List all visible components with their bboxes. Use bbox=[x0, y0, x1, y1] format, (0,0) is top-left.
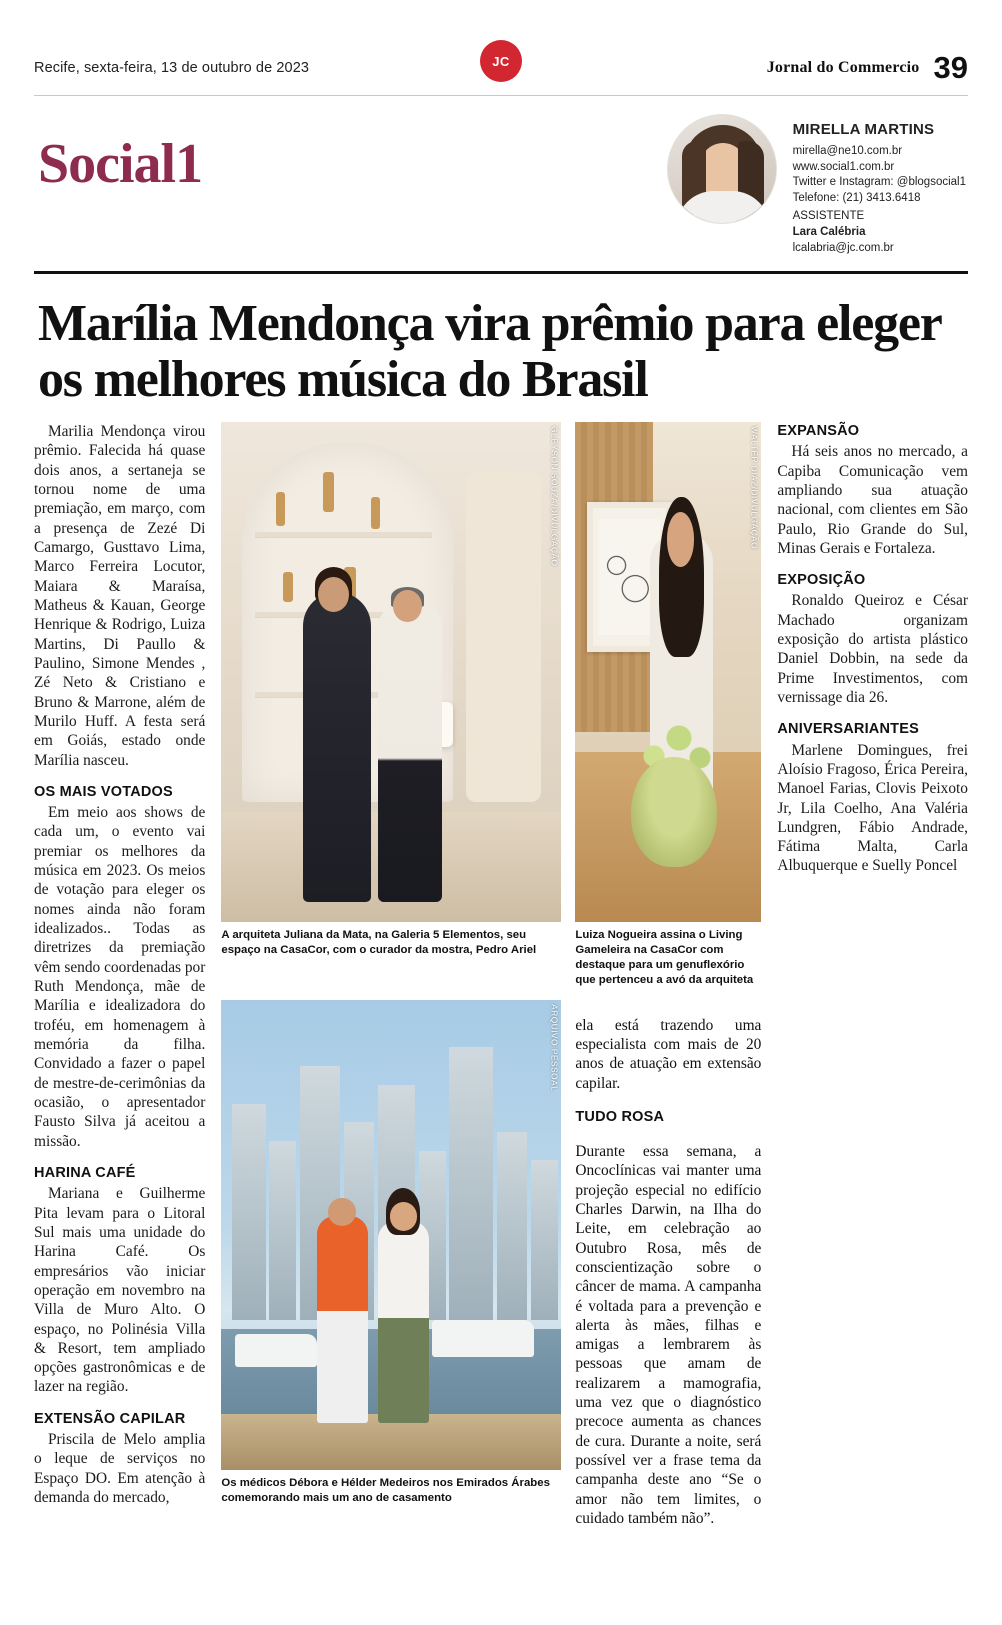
column-right bbox=[777, 422, 968, 1544]
section-text-os-mais-votados: Em meio aos shows de cada um, o evento vai premiar os melhores da música em 2023. Os meios de votação para eleger os nomes ainda não foram idealizados.. Todas as diretrizes da premiação vêm sendo coordenadas por Ruth Mendonça, mãe de Marília e idealizadora do troféu, em homenagem à memória da filha. Convidado a fazer o papel de mestre-de-cerimônias da ocasião, o apresentador Fausto Silva já aceitou a missão. bbox=[34, 804, 206, 1150]
photo-credit: GLEYSON SOUZA/DIVULGAÇÃO bbox=[549, 426, 560, 567]
photo-row-bottom bbox=[221, 1000, 761, 1544]
publication-date: Recife, sexta-feira, 13 de outubro de 2023 bbox=[34, 59, 310, 76]
newspaper-brand: Jornal do Commercio bbox=[766, 58, 920, 76]
masthead-right bbox=[767, 52, 968, 83]
column-middle bbox=[221, 422, 761, 1544]
photo-row-top bbox=[221, 422, 761, 988]
section-text-harina-cafe: Mariana e Guilherme Pita levam para o Litoral Sul mais uma unidade do Harina Café. Os empresários vão iniciar operação em novembro na Villa de Muro Alto. O espaço, no Polinésia Villa & Resort, tem ampliado opções gastronômicas e de lazer na região. bbox=[34, 1185, 206, 1396]
section-title-aniversariantes: ANIVERSARIANTES bbox=[777, 721, 919, 738]
photo-living-gameleira bbox=[575, 422, 761, 922]
photo-credit: ARQUIVO PESSOAL bbox=[549, 1004, 560, 1092]
author-email: mirella@ne10.com.br bbox=[792, 144, 903, 157]
author-website: www.social1.com.br bbox=[792, 160, 895, 173]
photo-casacor-galeria bbox=[221, 422, 561, 922]
section-title-extensao-capilar: EXTENSÃO CAPILAR bbox=[34, 1410, 186, 1427]
photo-caption-emirados: Os médicos Débora e Hélder Medeiros nos Emirados Árabes comemorando mais um ano de casamento bbox=[221, 1477, 550, 1505]
author-block bbox=[667, 114, 968, 257]
photo-caption-casacor-galeria: A arquiteta Juliana da Mata, na Galeria 5 Elementos, seu espaço na CasaCor, com o curador da mostra, Pedro Ariel bbox=[221, 929, 537, 957]
column-header bbox=[34, 96, 968, 257]
section-text-exposicao: Ronaldo Queiroz e César Machado organizam exposição do artista plástico Daniel Dobbin, na sede da Prime Investimentos, com vernissage dia 26. bbox=[777, 592, 968, 706]
page-number: 39 bbox=[933, 50, 968, 85]
section-title-tudo-rosa: TUDO ROSA bbox=[575, 1109, 665, 1126]
author-phone: Telefone: (21) 3413.6418 bbox=[792, 192, 921, 205]
assistant-label: ASSISTENTE bbox=[792, 210, 865, 223]
author-social: Twitter e Instagram: @blogsocial1 bbox=[792, 176, 966, 189]
avatar bbox=[667, 114, 777, 224]
photo-block-emirados bbox=[221, 1000, 561, 1544]
photo-block-living-gameleira bbox=[575, 422, 761, 988]
jc-logo-icon: JC bbox=[480, 40, 522, 82]
photo-caption-living-gameleira: Luiza Nogueira assina o Living Gameleira na CasaCor com destaque para um genuflexório que pertenceu a avó da arquiteta bbox=[575, 929, 754, 987]
author-contact-info bbox=[793, 114, 966, 257]
section-title-exposicao: EXPOSIÇÃO bbox=[777, 572, 866, 589]
section-title-harina-cafe: HARINA CAFÉ bbox=[34, 1165, 136, 1182]
section-title-expansao: EXPANSÃO bbox=[777, 423, 860, 440]
photo-block-casacor-galeria bbox=[221, 422, 561, 988]
continuation-text: ela está trazendo uma especialista com mais de 20 anos de atuação em extensão capilar. bbox=[575, 1016, 762, 1092]
section-text-aniversariantes: Marlene Domingues, frei Aloísio Fragoso, Érica Pereira, Manoel Farias, Clovis Peixoto Jr, Lila Coelho, Ana Valéria Lundgren, Fábio Andrade, Fátima Malta, Carla Albuquerque e Suelly Poncel bbox=[777, 741, 968, 875]
section-text-tudo-rosa: Durante essa semana, a Oncoclínicas vai manter uma projeção especial no edifício Charles Darwin, na Ilha do Leite, em celebração ao Outubro Rosa, mês de conscientização sobre o câncer de mama. A campanha é voltada para a prevenção e alerta às mães, filhas e amigas a lembrarem às pessoas que amam de realizarem a mamografia, uma vez que o diagnóstico precoce aumenta as chances de cura. Durante a noite, será possível ver a frase tema da campanha deste ano “Se o amor não tem limites, o cuidado também não”. bbox=[575, 1142, 762, 1528]
article-body bbox=[34, 422, 968, 1544]
lead-paragraph: Marilia Mendonça virou prêmio. Falecida há quase dois anos, a sertaneja se tornou nome de uma premiação, em março, com a presença de Zezé Di Camargo, Gusttavo Lima, Marco Ferreira Locutor, Maiara & Maraísa, Matheus & Kauan, George Henrique & Rodrigo, Luiza Martins, Di Paullo & Paulino, Simone Mendes , Zé Neto & Cristiano e Bruno & Marrone, além de Murilo Huff. A festa será em Goiás, estado onde Marília nasceu. bbox=[34, 423, 206, 769]
assistant-name: Lara Calébria bbox=[792, 225, 866, 238]
assistant-email: lcalabria@jc.com.br bbox=[792, 241, 894, 254]
column-left bbox=[34, 422, 205, 1544]
author-name: MIRELLA MARTINS bbox=[792, 121, 935, 138]
column-middle-text bbox=[575, 1000, 761, 1544]
photo-credit: WALTER DIAZ/DIVULGAÇÃO bbox=[749, 426, 760, 550]
masthead bbox=[34, 0, 968, 83]
section-text-expansao: Há seis anos no mercado, a Capiba Comunicação vem ampliando sua atuação nacional, com clientes em São Paulo, Rio Grande do Sul, Minas Gerais e Fortaleza. bbox=[777, 443, 968, 557]
section-title-os-mais-votados: OS MAIS VOTADOS bbox=[34, 783, 173, 800]
page-title: Social1 bbox=[38, 133, 203, 195]
photo-emirados-arabes bbox=[221, 1000, 561, 1470]
headline: Marília Mendonça vira prêmio para eleger os melhores música do Brasil bbox=[38, 294, 941, 408]
section-text-extensao-capilar: Priscila de Melo amplia o leque de serviços no Espaço DO. Em atenção à demanda do mercado, bbox=[34, 1431, 206, 1506]
